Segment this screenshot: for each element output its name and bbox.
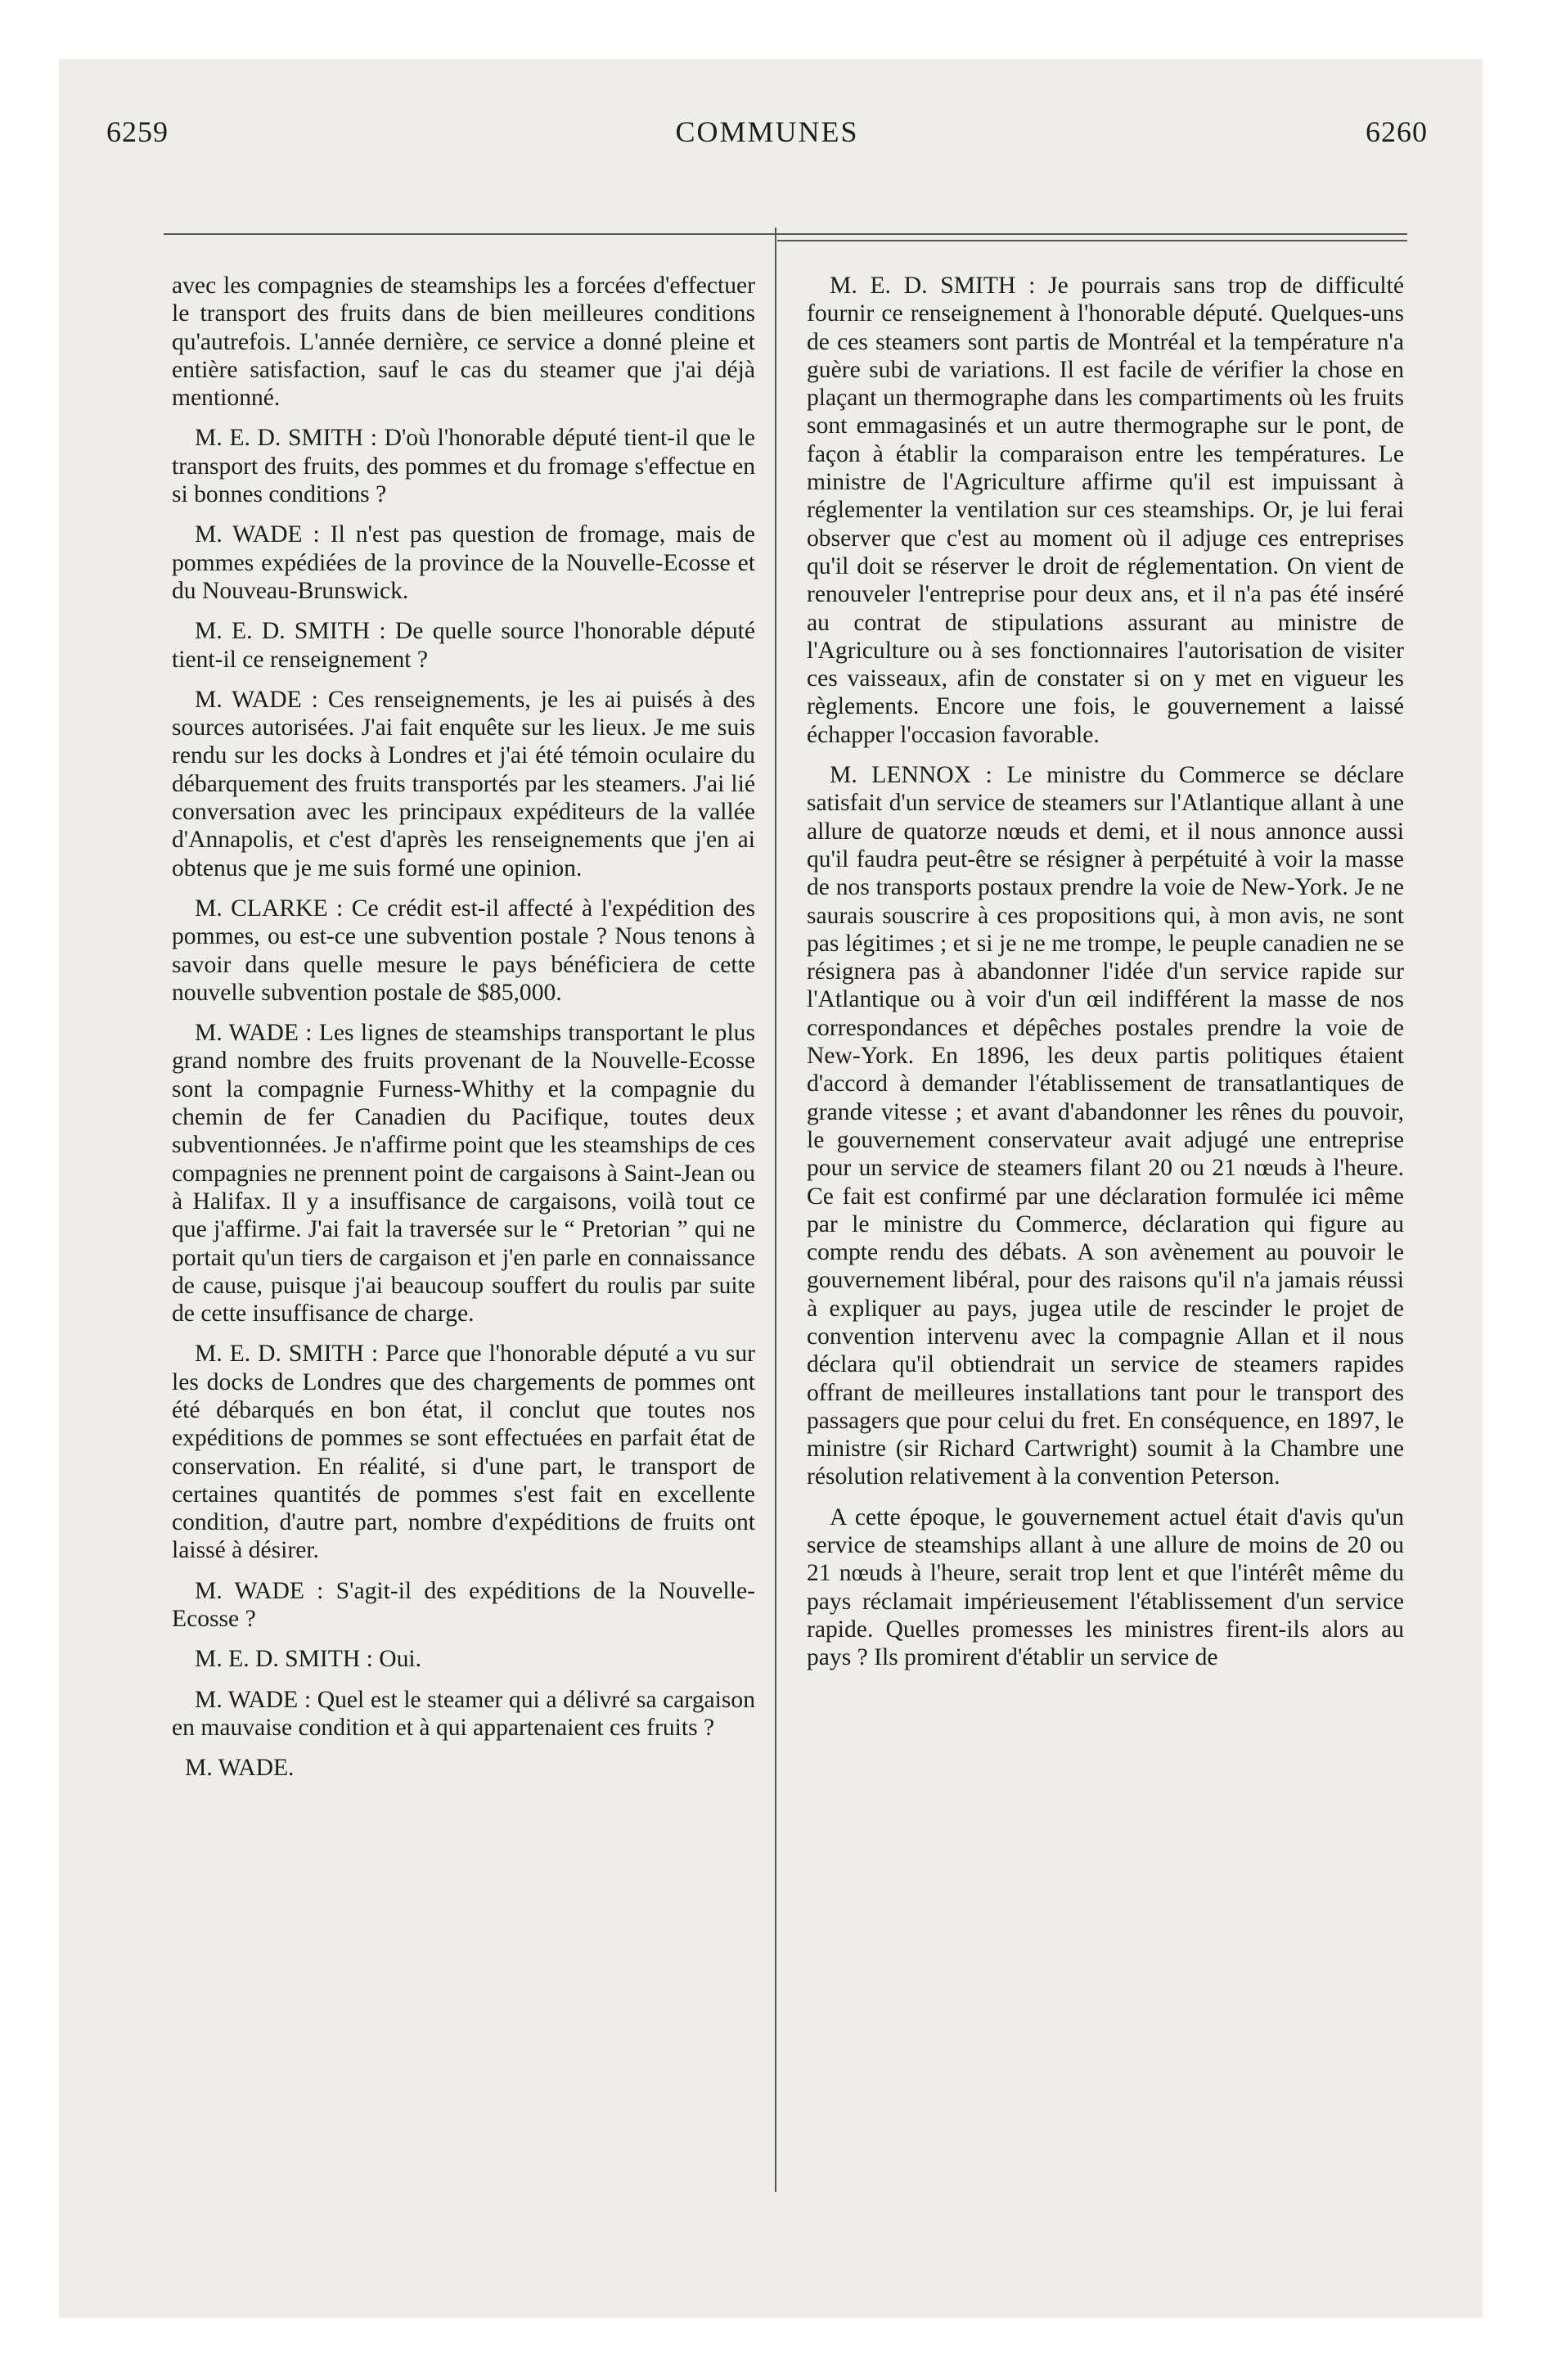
paragraph: M. WADE : Les lignes de steamships transportant le plus grand nombre des fruits provenant de la Nouvelle-Ecosse sont la compagnie Furness-Whithy et la compagnie du chemin de fer Canadien du Pacifique, toutes deux subventionnées. Je n'affirme point que les steamships de ces compagnies ne prennent point de cargaisons à Saint-Jean ou à Halifax. Il y a insuffisance de cargaisons, voilà tout ce que j'affirme. J'ai fait la traversée sur le “ Pretorian ” qui ne portait qu'un tiers de cargaison et j'en parle en connaissance de cause, puisque j'ai beaucoup souffert du roulis par suite de cette insuffisance de charge. (172, 1020, 755, 1327)
header-rule-secondary (777, 240, 1407, 241)
paragraph: M. WADE : Ces renseignements, je les ai puisés à des sources autorisées. J'ai fait enquête sur les lieux. Je me suis rendu sur les docks à Londres et j'ai été témoin oculaire du débarquement des fruits transportés par les steamers. J'ai lié conversation avec les principaux expéditeurs de la vallée d'Annapolis, et c'est d'après les renseignements que j'en ai obtenus que je me suis formé une opinion. (172, 686, 755, 881)
header-rule (164, 233, 1407, 235)
right-column (807, 272, 1404, 1684)
left-column (172, 272, 755, 1795)
paragraph: M. E. D. SMITH : Je pourrais sans trop de difficulté fournir ce renseignement à l'honorable député. Quelques-uns de ces steamers sont partis de Montréal et la température n'a guère subi de variations. Il est facile de vérifier la chose en plaçant un thermographe dans les compartiments où les fruits sont emmagasinés et un autre thermographe sur le pont, de façon à établir la comparaison entre les températures. Le ministre de l'Agriculture affirme qu'il est impuissant à réglementer la ventilation sur ces steamships. Or, je lui ferai observer que c'est au moment où il adjuge ces entreprises qu'il doit se réserver le droit de réglementation. On vient de renouveler l'entreprise pour deux ans, et il n'a pas été inséré au contrat de stipulations assurant au ministre de l'Agriculture ou à ses fonctionnaires l'autorisation de visiter ces vaisseaux, afin de constater si on y met en vigueur les règlements. Encore une fois, le gouvernement a laissé échapper l'occasion favorable. (807, 273, 1404, 748)
paragraph: M. CLARKE : Ce crédit est-il affecté à l'expédition des pommes, ou est-ce une subvention postale ? Nous tenons à savoir dans quelle mesure le pays bénéficiera de cette nouvelle subvention postale de $85,000. (172, 895, 755, 1006)
paragraph: M. WADE : Quel est le steamer qui a délivré sa cargaison en mauvaise condition et à qui appartenaient ces fruits ? (172, 1686, 755, 1741)
paragraph: M. E. D. SMITH : De quelle source l'honorable député tient-il ce renseignement ? (172, 618, 755, 673)
paragraph: avec les compagnies de steamships les a forcées d'effectuer le transport des fruits dans de bien meilleures conditions qu'autrefois. L'année dernière, ce service a donné pleine et entière satisfaction, sauf le cas du steamer que j'ai déjà mentionné. (172, 273, 755, 412)
paragraph: M. E. D. SMITH : D'où l'honorable député tient-il que le transport des fruits, des pommes et du fromage s'effectue en si bonnes conditions ? (172, 425, 755, 508)
paragraph: A cette époque, le gouvernement actuel était d'avis qu'un service de steamships allant à une allure de moins de 20 ou 21 nœuds à l'heure, serait trop lent et que l'intérêt même du pays réclamait impérieusement l'établissement d'un service rapide. Quelles promesses les ministres firent-ils alors au pays ? Ils promirent d'établir un service de (807, 1503, 1404, 1671)
column-signature: M. WADE. (185, 1755, 295, 1782)
page-number-left: 6259 (106, 115, 169, 148)
paragraph: M. WADE : S'agit-il des expéditions de la Nouvelle-Ecosse ? (172, 1577, 755, 1633)
paragraph: M. E. D. SMITH : Oui. (195, 1646, 422, 1673)
page-number-right: 6260 (1366, 115, 1428, 148)
column-divider (775, 228, 776, 2192)
paragraph: M. E. D. SMITH : Parce que l'honorable député a vu sur les docks de Londres que des chargements de pommes ont été débarqués en bon état, il conclut que toutes nos expéditions de pommes se sont effectuées en parfait état de conservation. En réalité, si d'une part, le transport de certaines quantités de pommes s'est fait en excellente condition, d'autre part, nombre d'expéditions de fruits ont laissé à désirer. (172, 1341, 755, 1564)
page-header (106, 115, 1428, 164)
running-title: COMMUNES (675, 115, 859, 148)
paragraph: M. LENNOX : Le ministre du Commerce se déclare satisfait d'un service de steamers sur l'Atlantique allant à une allure de quatorze nœuds et demi, et il nous annonce aussi qu'il faudra peut-être se résigner à perpétuité à voir la masse de nos transports postaux prendre la voie de New-York. Je ne saurais souscrire à ces propositions qui, à mon avis, ne sont pas légitimes ; et si je ne me trompe, le peuple canadien ne se résignera pas à abandonner l'idée d'un service rapide sur l'Atlantique ou à voir d'un œil indifférent la masse de nos correspondances et dépêches postales prendre la voie de New-York. En 1896, les deux partis politiques étaient d'accord à demander l'établissement de transatlantiques de grande vitesse ; et avant d'abandonner les rênes du pouvoir, le gouvernement conservateur avait adjugé une entreprise pour un service de steamers filant 20 ou 21 nœuds à l'heure. Ce fait est confirmé par une déclaration formulée ici même par le ministre du Commerce, déclaration qui figure au compte rendu des débats. A son avènement au pouvoir le gouvernement libéral, pour des raisons qu'il n'a jamais réussi à expliquer au pays, jugea utile de rescinder le projet de convention intervenu avec la compagnie Allan et il nous déclara qu'il obtiendrait un service de steamers rapides offrant de meilleures installations tant pour le transport des passagers que pour celui du fret. En conséquence, en 1897, le ministre (sir Richard Cartwright) soumit à la Chambre une résolution relativement à la convention Peterson. (807, 762, 1404, 1490)
paragraph: M. WADE : Il n'est pas question de fromage, mais de pommes expédiées de la province de la Nouvelle-Ecosse et du Nouveau-Brunswick. (172, 521, 755, 604)
